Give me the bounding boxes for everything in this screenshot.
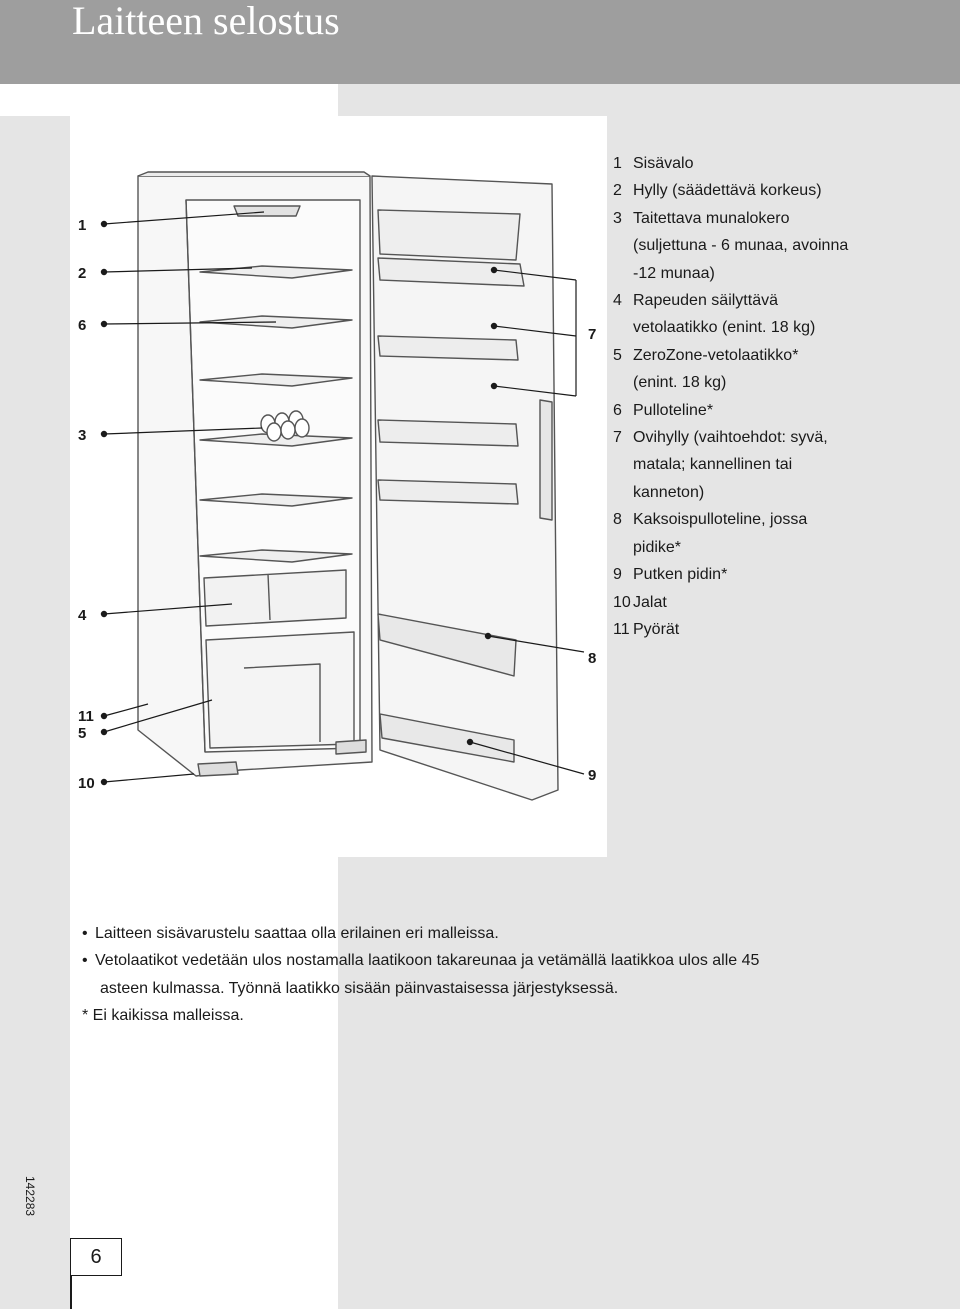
legend-number: 3 xyxy=(613,209,622,227)
callout-label: 8 xyxy=(588,650,597,667)
door-handle xyxy=(540,400,552,520)
legend-number: 4 xyxy=(613,292,622,310)
callout-label: 11 xyxy=(78,708,94,725)
callout-label: 5 xyxy=(78,725,87,742)
egg-tray xyxy=(261,411,309,441)
callout-label: 7 xyxy=(588,326,597,343)
page-number-rule xyxy=(70,1276,72,1309)
door-shelf xyxy=(378,420,518,446)
legend-text: Pulloteline* xyxy=(633,401,714,419)
front-foot xyxy=(198,762,238,776)
legend-number: 6 xyxy=(613,401,622,419)
crisper-drawer xyxy=(204,570,346,626)
page-title: Laitteen selostus xyxy=(72,0,340,43)
legend-text: Putken pidin* xyxy=(633,566,728,584)
legend-item xyxy=(613,589,888,616)
legend-item xyxy=(613,506,888,561)
legend-text: Kaksoispulloteline, jossa pidike* xyxy=(633,511,808,556)
callout-label: 4 xyxy=(78,607,87,624)
legend-number: 8 xyxy=(613,511,622,529)
note-continuation: asteen kulmassa. Työnnä laatikko sisään päinvastaisessa järjestyksessä. xyxy=(100,979,619,997)
callout-label: 2 xyxy=(78,265,87,282)
legend-item xyxy=(613,424,888,506)
legend-number: 7 xyxy=(613,429,622,447)
legend-text: Taitettava munalokero (suljettuna - 6 munaa, avoinna -12 munaa) xyxy=(633,209,849,282)
legend-item xyxy=(613,342,888,397)
legend-item xyxy=(613,616,888,643)
legend-number: 11 xyxy=(613,620,630,638)
background-panel-left xyxy=(0,116,70,1309)
callout-label: 6 xyxy=(78,317,87,334)
document-code: 142283 xyxy=(23,1176,37,1217)
door-top-compartment xyxy=(378,210,520,260)
interior-light xyxy=(234,206,300,216)
legend-text: Pyörät xyxy=(633,620,680,638)
legend-text: Sisävalo xyxy=(633,155,694,172)
callout-label: 9 xyxy=(588,767,597,784)
legend-item xyxy=(613,150,888,177)
legend-text: Jalat xyxy=(633,593,667,611)
footnote: * Ei kaikissa malleissa. xyxy=(82,1007,244,1025)
parts-legend xyxy=(613,150,888,643)
rear-wheel xyxy=(336,740,366,754)
legend-number: 2 xyxy=(613,182,622,200)
legend-text: Rapeuden säilyttävä vetolaatikko (enint. 18 kg) xyxy=(633,292,816,337)
bullet-icon: • xyxy=(82,952,88,970)
legend-number: 10 xyxy=(613,593,631,611)
zerozone-drawer xyxy=(206,632,354,748)
callout-label: 10 xyxy=(78,775,95,792)
legend-text: ZeroZone-vetolaatikko* (enint. 18 kg) xyxy=(633,346,799,392)
note-text: Laitteen sisävarustelu saattaa olla erilainen eri malleissa. xyxy=(95,925,499,942)
page-number: 6 xyxy=(70,1238,122,1276)
callout-label: 3 xyxy=(78,427,87,444)
callout-label: 1 xyxy=(78,217,87,234)
legend-item xyxy=(613,177,888,204)
legend-item xyxy=(613,287,888,342)
legend-number: 9 xyxy=(613,566,622,584)
note-item xyxy=(82,947,882,974)
legend-text: Hylly (säädettävä korkeus) xyxy=(633,182,822,200)
bullet-icon: • xyxy=(82,925,88,942)
refrigerator-illustration xyxy=(70,116,607,857)
notes-section xyxy=(82,920,882,1030)
legend-item xyxy=(613,205,888,287)
note-item xyxy=(82,920,882,947)
legend-item xyxy=(613,397,888,424)
legend-item xyxy=(613,561,888,588)
note-text: Vetolaatikot vedetään ulos nostamalla laatikoon takareunaa ja vetämällä laatikkoa ulos alle 45 xyxy=(95,952,760,970)
legend-number: 5 xyxy=(613,346,622,364)
door-shelf xyxy=(378,480,518,504)
door-shelf xyxy=(378,336,518,360)
legend-number: 1 xyxy=(613,155,622,172)
legend-text: Ovihylly (vaihtoehdot: syvä, matala; kannellinen tai kanneton) xyxy=(633,429,828,501)
